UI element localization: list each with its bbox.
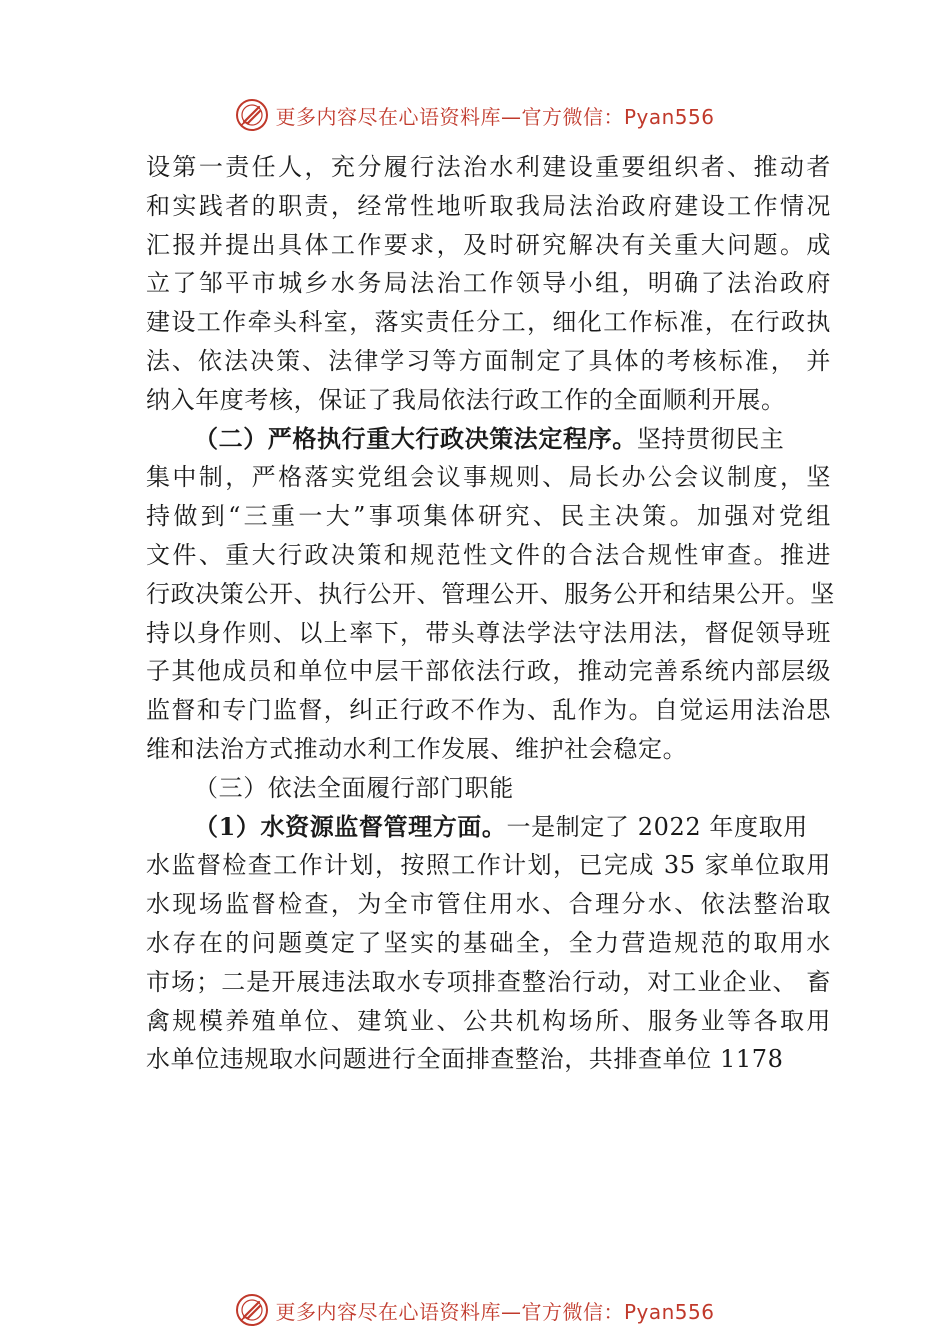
text-line: 行政决策公开、执行公开、管理公开、服务公开和结果公开。坚 (146, 579, 835, 608)
text-line: 水存在的问题奠定了坚实的基础全，全力营造规范的取用水 (146, 928, 831, 957)
section-heading: （三）依法全面履行部门职能 (194, 773, 514, 802)
text-line: 水监督检查工作计划，按照工作计划，已完成 35 家单位取用 (146, 851, 831, 880)
text-line: 法、依法决策、法律学习等方面制定了具体的考核标准， 并 (146, 346, 831, 375)
text-line (146, 808, 831, 847)
document-body (146, 148, 835, 1079)
text-line: 建设工作牵头科室，落实责任分工，细化工作标准，在行政执 (146, 308, 831, 337)
text-line: 集中制，严格落实党组会议事规则、局长办公会议制度，坚 (146, 463, 831, 492)
seal-logo-icon (235, 98, 269, 132)
paragraph-2 (146, 420, 835, 769)
text-line: 文件、重大行政决策和规范性文件的合法合规性审查。推进 (146, 540, 831, 569)
text-line: 水单位违规取水问题进行全面排查整治，共排查单位 1178 (146, 1045, 784, 1074)
text-line: 持做到“三重一大”事项集体研究、民主决策。加强对党组 (146, 502, 831, 531)
text-line: 立了邹平市城乡水务局法治工作领导小组，明确了法治政府 (146, 269, 831, 298)
text-line: 监督和专门监督，纠正行政不作为、乱作为。自觉运用法治思 (146, 696, 831, 725)
text-line: 维和法治方式推动水利工作发展、维护社会稳定。 (146, 734, 688, 763)
paragraph-3 (146, 769, 831, 808)
footer-banner (0, 1290, 950, 1330)
text-line: 纳入年度考核，保证了我局依法行政工作的全面顺利开展。 (146, 385, 786, 414)
text-run: 坚持贯彻民主 (636, 424, 785, 453)
text-line: 禽规模养殖单位、建筑业、公共机构场所、服务业等各取用 (146, 1006, 831, 1035)
text-line: 和实践者的职责，经常性地听取我局法治政府建设工作情况 (146, 191, 831, 220)
paragraph-1 (146, 148, 831, 420)
section-heading: （二）严格执行重大行政决策法定程序。 (194, 423, 637, 453)
text-line: 水现场监督检查，为全市管住用水、合理分水、依法整治取 (146, 890, 831, 919)
text-line: 设第一责任人，充分履行法治水利建设重要组织者、推动者 (146, 153, 831, 181)
text-line: 子其他成员和单位中层干部依法行政，推动完善系统内部层级 (146, 657, 831, 686)
text-line: 持以身作则、以上率下，带头尊法学法守法用法，督促领导班 (146, 618, 831, 647)
text-run: 一是制定了 2022 年度取用 (506, 812, 808, 841)
text-line: 市场；二是开展违法取水专项排查整治行动，对工业企业、 畜 (146, 967, 831, 996)
header-banner-text: 更多内容尽在心语资料库—官方微信：Pyan556 (275, 104, 715, 129)
text-line: 汇报并提出具体工作要求，及时研究解决有关重大问题。成 (146, 230, 831, 259)
text-line (146, 420, 831, 459)
subsection-heading: （1）水资源监督管理方面。 (194, 811, 507, 841)
paragraph-4 (146, 808, 831, 1080)
seal-logo-icon (235, 1293, 269, 1327)
header-banner (0, 95, 950, 135)
footer-banner-text: 更多内容尽在心语资料库—官方微信：Pyan556 (275, 1299, 715, 1324)
